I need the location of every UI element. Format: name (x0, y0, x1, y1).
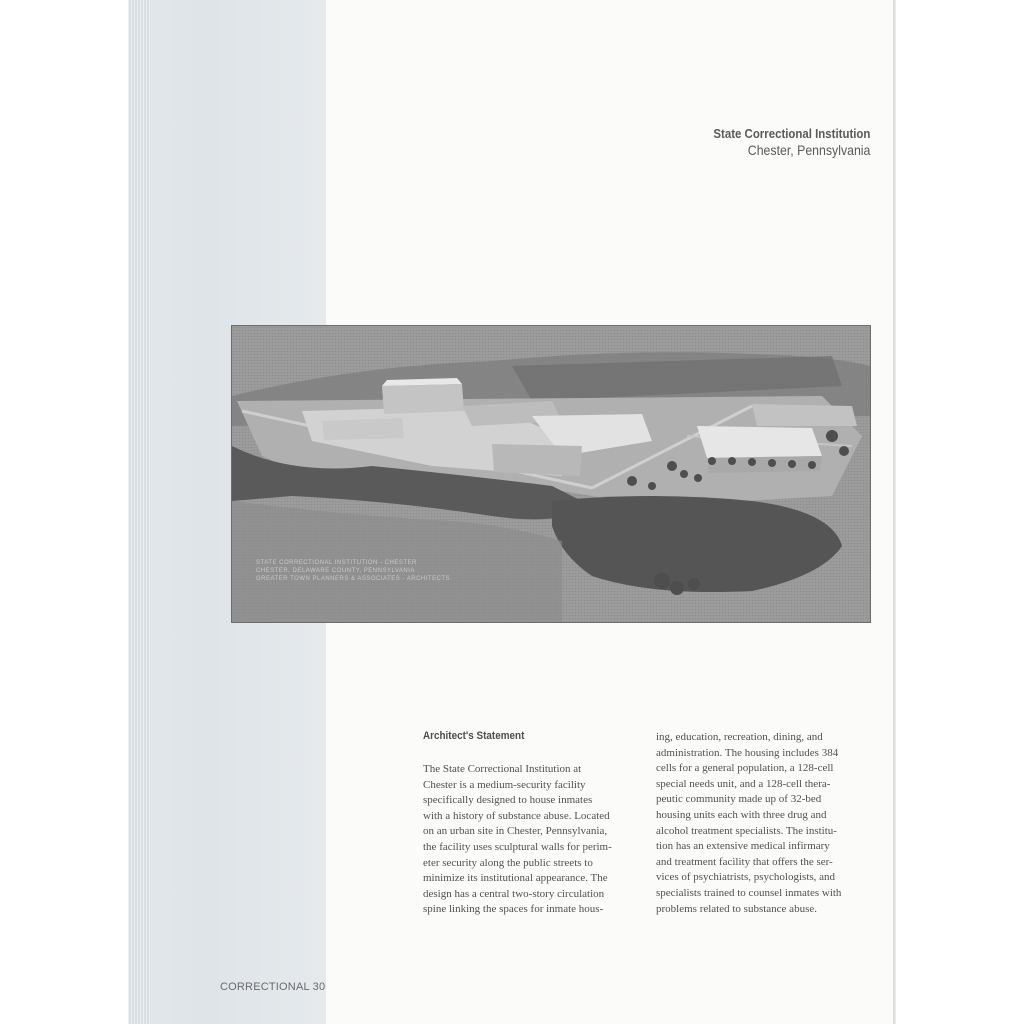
text-line: eter security along the public streets to (423, 856, 593, 869)
text-line: specialists trained to counsel inmates with (656, 886, 842, 899)
rendering-caption-line: GREATER TOWN PLANNERS & ASSOCIATES - ARCHITECTS (256, 576, 451, 582)
rendering-caption-line: CHESTER, DELAWARE COUNTY, PENNSYLVANIA (256, 568, 415, 574)
page-folio: CORRECTIONAL 30 (220, 981, 326, 993)
text-line: with a history of substance abuse. Located (423, 809, 610, 822)
text-line: alcohol treatment specialists. The institu- (656, 824, 837, 837)
facility-title: State Correctional Institution (713, 126, 870, 141)
text-line: specifically designed to house inmates (423, 794, 593, 807)
text-line: vices of psychiatrists, psychologists, and (656, 871, 836, 884)
text-line: The State Correctional Institution at (423, 763, 582, 775)
architects-statement (423, 730, 633, 918)
statement-column-1 (423, 762, 633, 918)
text-line: Chester is a medium-security facility (423, 778, 586, 791)
text-line: problems related to substance abuse. (656, 902, 817, 915)
text-line: minimize its institutional appearance. The (423, 872, 608, 885)
statement-column-2 (656, 730, 871, 917)
text-line: housing units each with three drug and (656, 808, 827, 821)
text-line: design has a central two-story circulation (423, 887, 605, 900)
aerial-rendering (231, 325, 871, 623)
text-line: ing, education, recreation, dining, and (656, 731, 823, 743)
text-line: administration. The housing includes 384 (656, 746, 839, 759)
text-line: on an urban site in Chester, Pennsylvania, (423, 825, 608, 838)
page-header (692, 126, 870, 159)
statement-heading: Architect's Statement (423, 730, 525, 742)
text-line: the facility uses sculptural walls for perim- (423, 840, 612, 853)
rendering-caption (256, 559, 450, 583)
text-line: tion has an extensive medical infirmary (656, 840, 830, 853)
rendering-caption-line: STATE CORRECTIONAL INSTITUTION - CHESTER (256, 560, 417, 566)
text-line: special needs unit, and a 128-cell thera- (656, 777, 831, 790)
text-line: cells for a general population, a 128-cell (656, 762, 834, 775)
facility-location: Chester, Pennsylvania (747, 142, 870, 158)
text-line: and treatment facility that offers the ser- (656, 855, 833, 868)
text-line: peutic community made up of 32-bed (656, 793, 822, 806)
text-line: spine linking the spaces for inmate hous- (423, 903, 604, 916)
right-margin (896, 0, 1024, 1024)
